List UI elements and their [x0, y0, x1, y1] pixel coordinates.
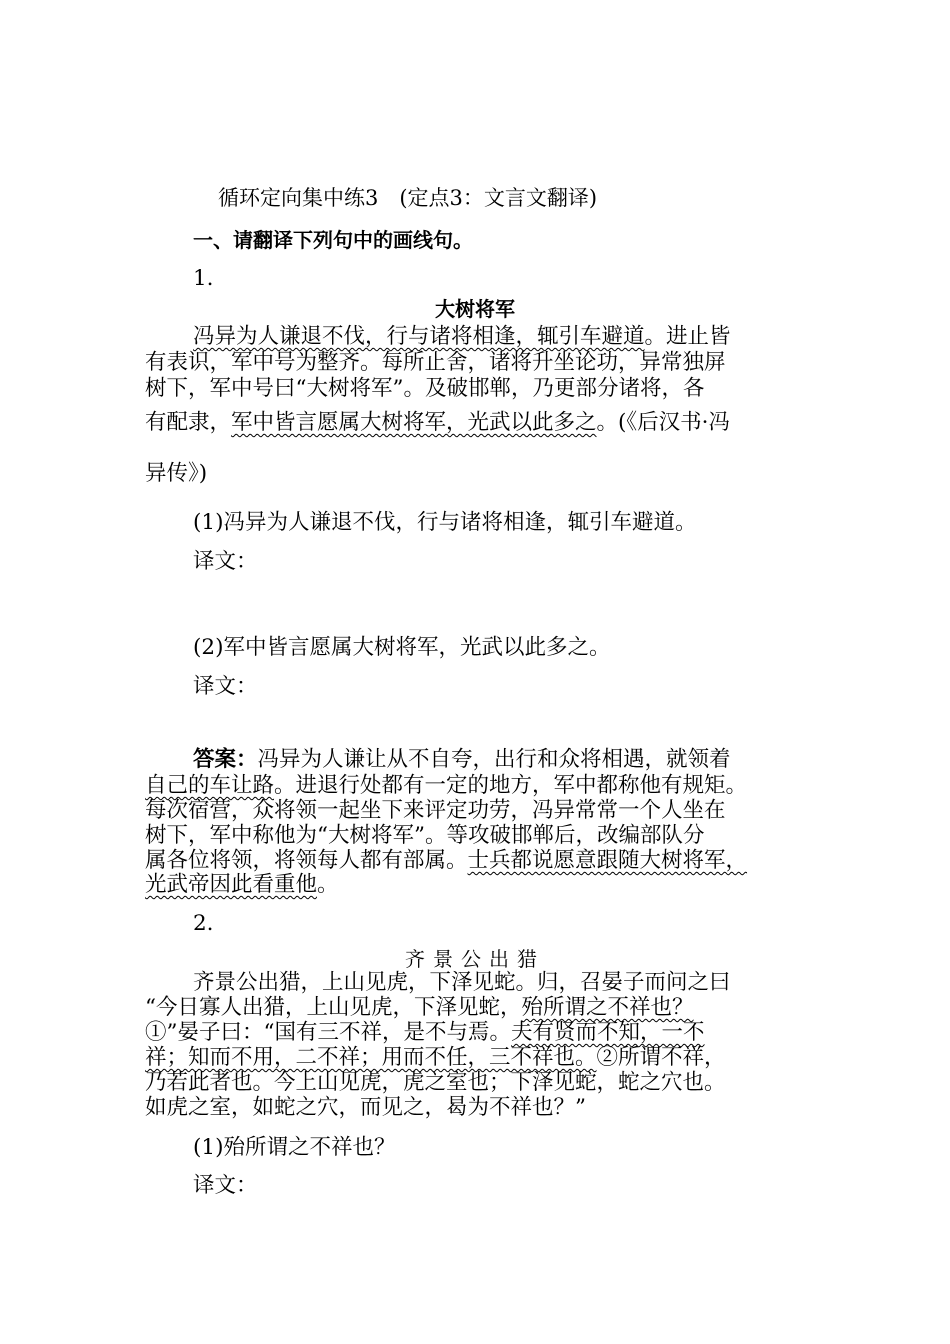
passage-2-line-6: 如虎之室，如蛇之穴，而见之，曷为不祥也？” — [145, 1095, 586, 1120]
passage-2-title: 齐景公出猎 — [405, 947, 545, 971]
passage-2-line-4 — [145, 1045, 726, 1071]
passage-2-line-5: 乃若此者也。今上山见虎，虎之室也；下泽见蛇，蛇之穴也。 — [145, 1070, 726, 1095]
passage-1-line-1 — [193, 324, 731, 350]
sub-question-1-1: (1)冯异为人谦退不伐，行与诸将相逢，辄引车避道。 — [193, 510, 697, 535]
translation-label: 译文： — [193, 1173, 258, 1198]
passage-text: “今日寡人出猎，上山见虎，下泽见蛇， — [145, 995, 522, 1020]
passage-1-line-5: 异传》) — [145, 461, 208, 486]
answer-line-5 — [145, 848, 747, 874]
underlined-sentence-1: 殆所谓之不祥也？ — [521, 995, 694, 1020]
passage-1-line-3: 树下，军中号曰“大树将军”。及破邯郸，乃更部分诸将，各 — [145, 376, 705, 401]
answer-line-4: 树下，军中称他为“大树将军”。等攻破邯郸后，改编部队分 — [145, 823, 705, 848]
underlined-sentence-2: 夫有贤而不知，一不 — [511, 1020, 705, 1045]
passage-text: 。进止皆 — [644, 324, 731, 349]
underlined-sentence-2: 军中皆言愿属大树将军，光武以此多之 — [231, 410, 597, 435]
passage-1-line-4 — [145, 410, 730, 436]
section-heading: 一、请翻译下列句中的画线句。 — [193, 228, 473, 252]
answer-line-3: 每次宿营，众将领一起坐下来评定功劳，冯异常常一个人坐在 — [145, 798, 726, 823]
sub-question-1-2: (2)军中皆言愿属大树将军，光武以此多之。 — [193, 635, 611, 660]
translation-label: 译文： — [193, 549, 258, 574]
question-1-number: 1. — [193, 266, 214, 291]
passage-1-line-2: 有表识，军中号为整齐。每所止舍，诸将升坐论功，异常独屏 — [145, 350, 726, 375]
sub-question-2-1: (1)殆所谓之不祥也？ — [193, 1135, 396, 1160]
question-2-number: 2. — [193, 911, 214, 936]
answer-line-1 — [193, 747, 731, 773]
passage-text: 有配隶， — [145, 410, 232, 435]
answer-label: 答案： — [193, 747, 258, 772]
answer-underlined: 光武帝因此看重他 — [145, 872, 318, 897]
answer-text: 属各位将领，将领每人都有部属。 — [145, 848, 468, 873]
answer-text: 冯异为人谦让从不自夸，出行和众将相遇，就领着 — [257, 747, 731, 772]
answer-underlined: 士兵都说愿意跟随大树将军， — [467, 848, 748, 873]
answer-line-6 — [145, 872, 339, 898]
underlined-sentence-1: 冯异为人谦退不伐，行与诸将相逢，辄引车避道 — [193, 324, 645, 349]
passage-1-title: 大树将军 — [435, 297, 515, 321]
answer-text: 。进退行处都有一定的地方，军中都称他有规矩。 — [274, 773, 748, 798]
answer-line-2 — [145, 773, 747, 799]
answer-underlined: 自己的车让路 — [145, 773, 275, 798]
passage-source: 。(《后汉书·冯 — [596, 410, 731, 435]
underlined-sentence-2-cont: 祥；知而不用，二不祥；用而不任，三不祥也。 — [145, 1045, 597, 1070]
passage-text: ①”晏子曰：“国有三不祥，是不与焉。 — [145, 1020, 511, 1045]
passage-text: ②所谓不祥， — [596, 1045, 726, 1070]
page-title: 循环定向集中练3 (定点3：文言文翻译) — [218, 186, 598, 210]
passage-2-line-3 — [145, 1020, 705, 1046]
passage-2-line-2 — [145, 995, 694, 1021]
answer-text: 。 — [317, 872, 339, 897]
translation-label: 译文： — [193, 674, 258, 699]
passage-2-line-1: 齐景公出猎，上山见虎，下泽见蛇。归，召晏子而问之曰 — [193, 970, 731, 995]
